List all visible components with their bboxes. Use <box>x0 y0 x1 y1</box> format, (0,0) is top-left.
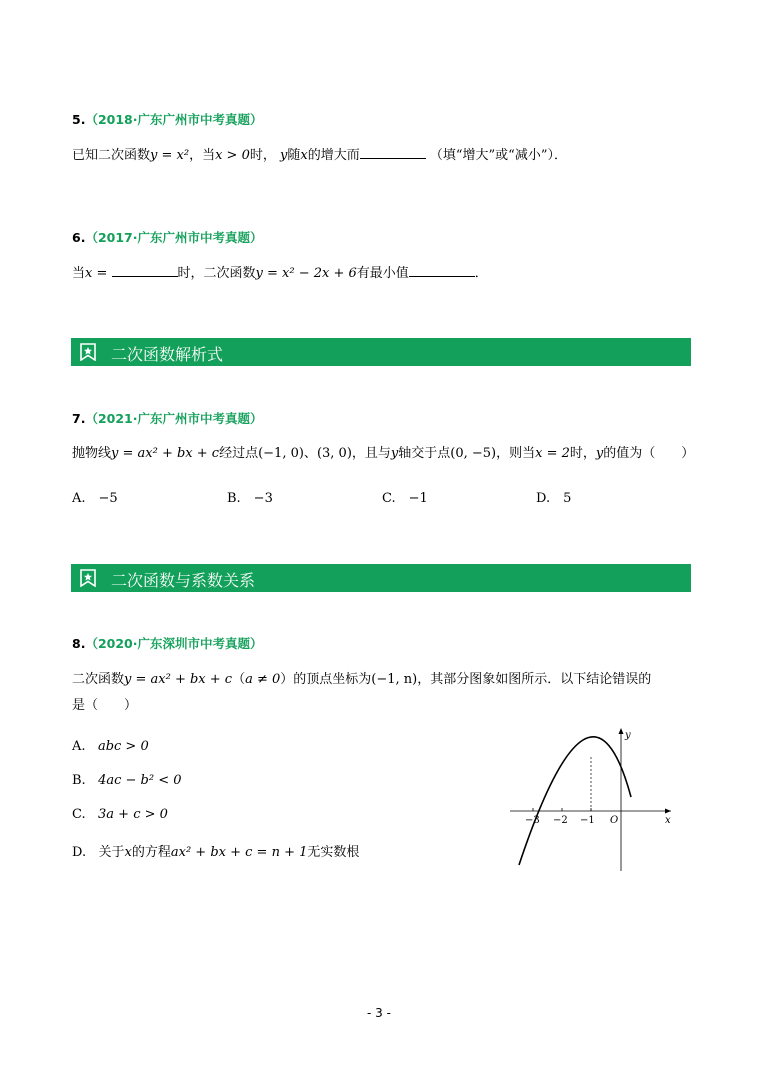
q5-answer-blank[interactable] <box>360 146 426 159</box>
q5-text-2: ，当 <box>189 148 216 163</box>
q5-text-5: 的增大而 <box>307 148 360 163</box>
q8-option-d-label: D. <box>72 845 87 860</box>
bookmark-star-icon <box>79 569 97 587</box>
q8-source: （2020·广东深圳市中考真题） <box>85 636 263 651</box>
parabola-curve <box>519 737 631 865</box>
q7-source: （2021·广东广州市中考真题） <box>85 411 263 426</box>
q6-answer-blank-1[interactable] <box>112 264 178 277</box>
q8-option-d-text-1: 关于 <box>98 845 125 860</box>
q8-option-c-text: 3a + c > 0 <box>98 807 168 822</box>
q7-text-7: 时， <box>569 446 596 461</box>
q7-text-8: 的值为（ ） <box>603 446 695 461</box>
q5-text-3: 时， <box>249 148 276 163</box>
page-number: - 3 - <box>367 1006 391 1020</box>
x-axis-arrow <box>665 809 671 814</box>
q8-option-d-text-3: 无实数根 <box>307 845 360 860</box>
q8-text-2: （ <box>232 672 246 687</box>
q8-text <box>72 671 651 689</box>
q8-option-a-label: A. <box>72 739 86 754</box>
parabola-graph <box>505 725 685 875</box>
q7-text <box>72 445 694 463</box>
q5-condition: x > 0 <box>215 148 250 163</box>
q8-option-d-text-2: 的方程 <box>131 845 171 860</box>
q7-equation: y = ax² + bx + c <box>111 446 220 461</box>
q5-text <box>72 146 567 165</box>
q7-option-b[interactable]: B. −3 <box>227 491 273 506</box>
x-tick-label-neg3: −3 <box>525 815 540 826</box>
q8-option-b[interactable] <box>72 773 182 788</box>
q7-point-2: (3, 0) <box>316 446 352 461</box>
q6-text-4: ． <box>474 266 488 281</box>
y-axis-label: y <box>625 730 631 741</box>
q5-source: （2018·广东广州市中考真题） <box>85 112 263 127</box>
q7-y-2: y <box>595 446 604 461</box>
q6-text <box>72 264 488 283</box>
q8-condition: a ≠ 0 <box>245 672 281 687</box>
q7-option-a[interactable]: A. −5 <box>72 491 118 506</box>
q7-option-d[interactable]: D. 5 <box>536 491 572 506</box>
q8-option-d[interactable] <box>72 841 359 860</box>
q8-option-a[interactable] <box>72 739 149 754</box>
q7-text-2: 经过点 <box>219 446 259 461</box>
section-bar-analytic <box>71 338 691 366</box>
q7-text-6: ，则当 <box>496 446 536 461</box>
x-tick-label-neg2: −2 <box>553 815 568 826</box>
q7-condition: x = 2 <box>535 446 570 461</box>
q7-point-3: (0, −5) <box>450 446 497 461</box>
x-tick-label-neg1: −1 <box>580 815 595 826</box>
q8-option-c[interactable] <box>72 807 168 822</box>
q8-option-d-x: x <box>124 845 132 860</box>
q7-text-5: 轴交于点 <box>398 446 451 461</box>
origin-label: O <box>610 815 619 826</box>
q5-x: x <box>300 148 308 163</box>
section-title-analytic: 二次函数解析式 <box>111 345 224 364</box>
q8-option-b-text: 4ac − b² < 0 <box>98 773 182 788</box>
q8-header <box>72 634 263 652</box>
q7-text-4: ，且与 <box>351 446 391 461</box>
q8-number: 8. <box>72 636 86 651</box>
q6-text-3: 有最小值 <box>356 266 409 281</box>
q7-text-1: 抛物线 <box>72 446 112 461</box>
q5-header <box>72 110 263 128</box>
q6-text-2: 时，二次函数 <box>177 266 256 281</box>
q6-equation: y = x² − 2x + 6 <box>255 266 357 281</box>
q6-source: （2017·广东广州市中考真题） <box>85 230 263 245</box>
q5-text-6: （填“增大”或“减小”）． <box>429 148 567 163</box>
q8-option-a-text: abc > 0 <box>97 739 149 754</box>
section-bar-coefficients <box>71 564 691 592</box>
q6-number: 6. <box>72 230 86 245</box>
q5-text-1: 已知二次函数 <box>72 148 151 163</box>
bookmark-star-icon <box>79 343 97 361</box>
q5-text-4: 随 <box>287 148 301 163</box>
q8-text-line2: 是（ ） <box>72 698 138 713</box>
q8-text-3: ）的顶点坐标为 <box>280 672 372 687</box>
q5-equation: y = x² <box>150 148 190 163</box>
q6-header <box>72 228 263 246</box>
q6-answer-blank-2[interactable] <box>409 264 475 277</box>
q7-number: 7. <box>72 411 86 426</box>
q8-text-1: 二次函数 <box>72 672 125 687</box>
q7-text-3: 、 <box>303 446 317 461</box>
q8-equation: y = ax² + bx + c <box>124 672 233 687</box>
q6-text-1: 当 <box>72 266 86 281</box>
q8-text-4: ，其部分图象如图所示．以下结论错误的 <box>417 672 652 687</box>
q8-option-d-equation: ax² + bx + c = n + 1 <box>170 845 308 860</box>
q7-point-1: (−1, 0) <box>258 446 304 461</box>
q8-option-b-label: B. <box>72 773 86 788</box>
x-axis-label: x <box>665 815 671 826</box>
section-title-coefficients: 二次函数与系数关系 <box>111 571 256 590</box>
q8-option-c-label: C. <box>72 807 86 822</box>
q6-x-eq: x = <box>85 266 108 281</box>
q7-header <box>72 409 263 427</box>
q7-y: y <box>390 446 399 461</box>
q5-number: 5. <box>72 112 86 127</box>
q5-y: y <box>280 148 288 163</box>
y-axis-arrow <box>619 728 624 734</box>
q7-option-c[interactable]: C. −1 <box>382 491 428 506</box>
q8-vertex: (−1, n) <box>371 672 418 687</box>
